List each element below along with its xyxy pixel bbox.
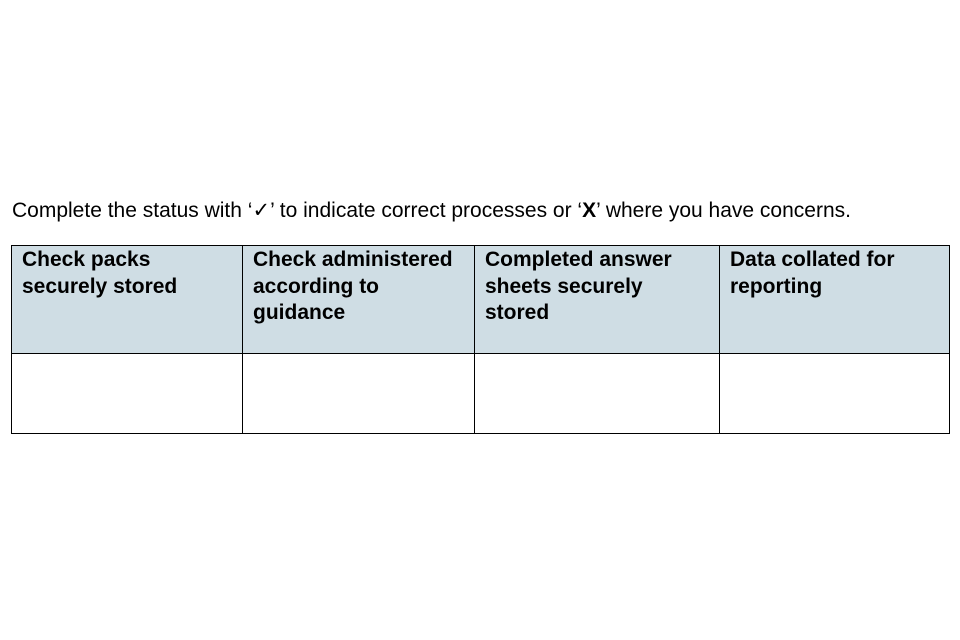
- status-row: [12, 354, 950, 434]
- header-answer-sheets-stored: Completed answer sheets securely stored: [475, 246, 720, 354]
- header-check-packs-stored: Check packs securely stored: [12, 246, 243, 354]
- header-check-administered: Check administered according to guidance: [243, 246, 475, 354]
- status-cell-check-administered[interactable]: [243, 354, 475, 434]
- instruction-part-2: ’ to indicate correct processes or ‘: [270, 199, 583, 222]
- header-data-collated: Data collated for reporting: [720, 246, 950, 354]
- header-row: [12, 246, 950, 354]
- tick-mark: ✓: [252, 199, 271, 222]
- cross-mark: X: [582, 199, 597, 222]
- instruction-part-1: Complete the status with ‘: [12, 199, 253, 222]
- instruction-part-3: ’ where you have concerns.: [596, 199, 851, 222]
- status-cell-answer-sheets-stored[interactable]: [475, 354, 720, 434]
- status-table: [11, 245, 950, 434]
- status-cell-data-collated[interactable]: [720, 354, 950, 434]
- status-cell-check-packs-stored[interactable]: [12, 354, 243, 434]
- instruction-text: [12, 198, 851, 224]
